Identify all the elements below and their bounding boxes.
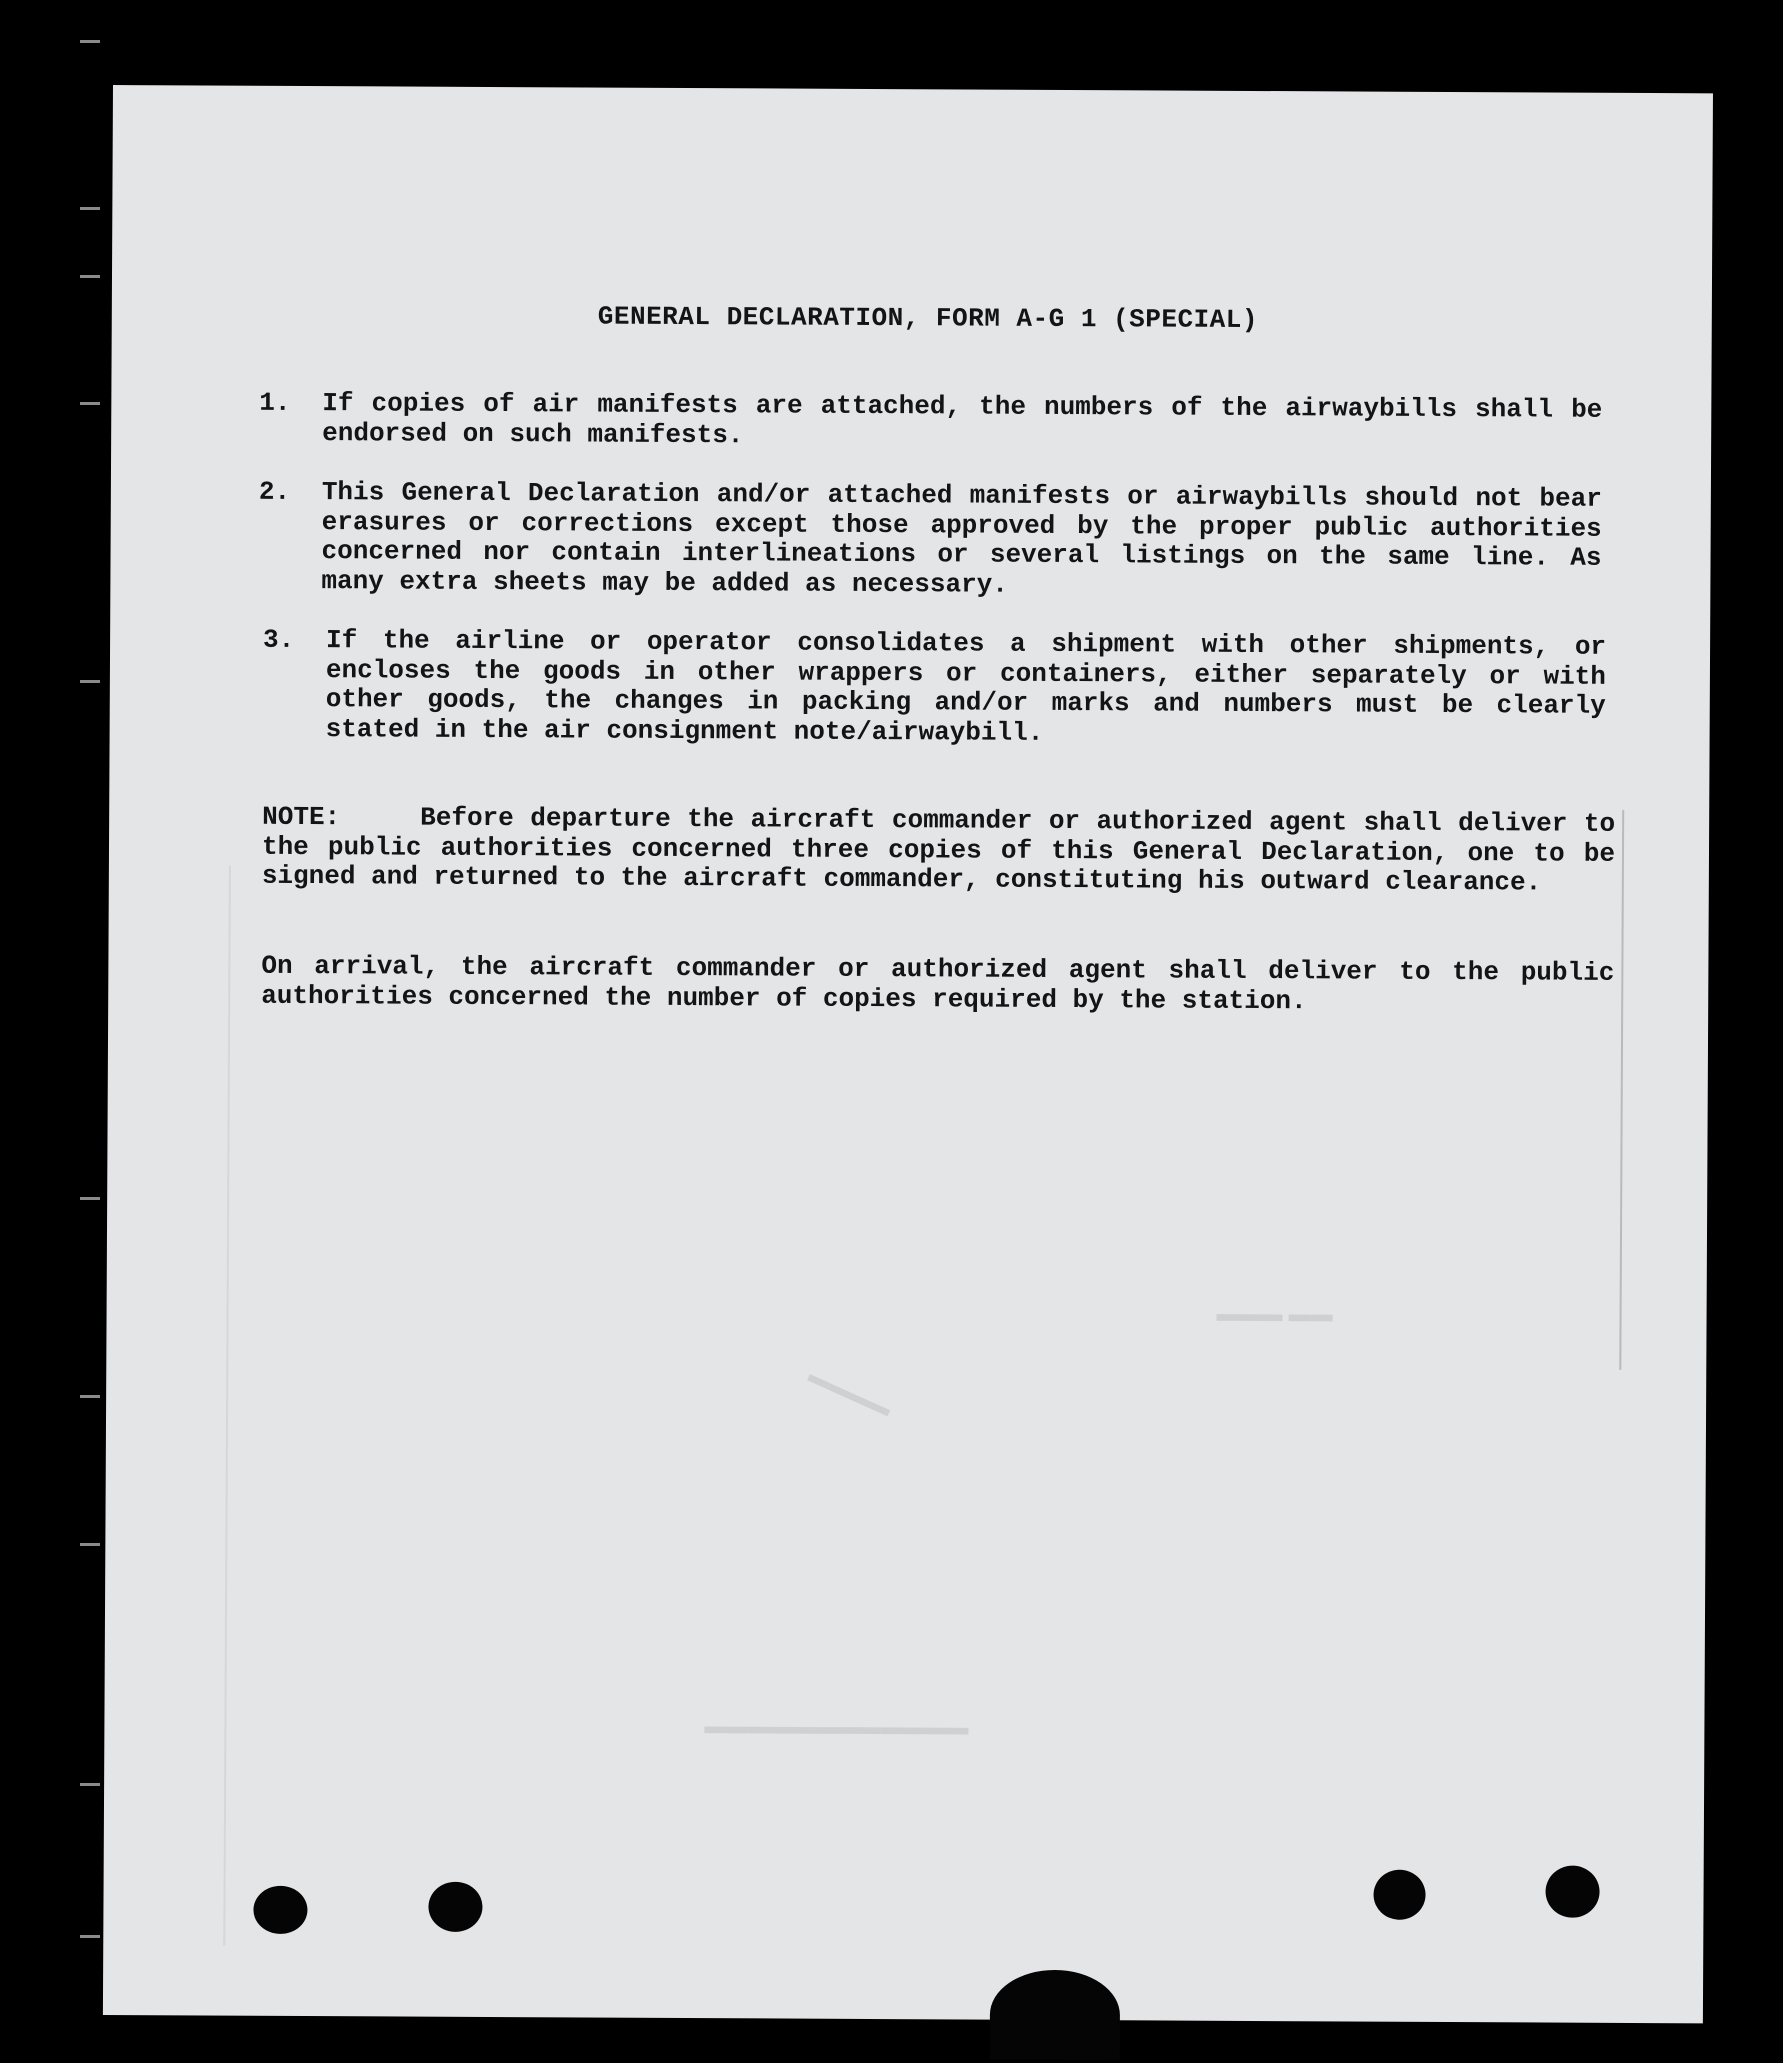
bleed-through-marks: ▬▬▬ ▬▬	[1216, 1300, 1333, 1327]
note-label: NOTE:	[262, 801, 341, 833]
bleed-through-rule	[223, 866, 231, 1946]
item-number: 3.	[263, 624, 295, 655]
arrival-paragraph: On arrival, the aircraft commander or authorized agent shall deliver to the public authorities concerned the number of copies required by the station.	[261, 950, 1615, 1016]
punch-hole	[428, 1882, 482, 1932]
edge-mark	[80, 207, 100, 210]
punch-hole	[253, 1886, 307, 1934]
edge-mark	[80, 275, 100, 278]
item-number: 1.	[259, 387, 291, 418]
edge-mark	[80, 1783, 100, 1786]
edge-mark	[80, 1543, 100, 1546]
item-text: If copies of air manifests are attached, the numbers of the airwaybills shall be endorsed on such manifests.	[322, 388, 1603, 450]
document-page	[103, 85, 1713, 2023]
edge-mark	[80, 1197, 100, 1200]
edge-mark	[80, 40, 100, 43]
margin-rule	[1619, 810, 1624, 1370]
staple-tear	[990, 1970, 1120, 2061]
item-text: If the airline or operator consolidates a shipment with other shipments, or encloses the goods in other wrappers or containers, either separately or with other goods, the changes in packing and/or marks and numbers must be clearly stated in the air consignment note/airwaybill.	[325, 625, 1607, 748]
edge-mark	[80, 1935, 100, 1938]
note-text: Before departure the aircraft commander or authorized agent shall deliver to the public authorities concerned three copies of this General Declaration, one to be signed and returned to the aircraft commander, constituting his outward clearance.	[261, 802, 1616, 898]
item-text: This General Declaration and/or attached manifests or airwaybills should not bear erasures or corrections except those approved by the proper public authorities concerned nor contain interlineations or several listings on the same line. As many extra sheets may be added as necessary.	[321, 477, 1602, 600]
edge-mark	[80, 402, 100, 405]
item-number: 2.	[258, 476, 291, 507]
edge-mark	[80, 680, 100, 683]
edge-mark	[80, 1395, 100, 1398]
note-paragraph	[262, 803, 1615, 899]
document-title: GENERAL DECLARATION, FORM A-G 1 (SPECIAL)	[597, 301, 1259, 335]
bleed-through-marks: ▬▬▬▬▬▬▬▬▬▬▬▬	[704, 1713, 969, 1740]
punch-hole	[1545, 1866, 1599, 1918]
punch-hole	[1373, 1870, 1425, 1920]
bleed-through-marks: ▬▬▬▬	[805, 1361, 896, 1421]
